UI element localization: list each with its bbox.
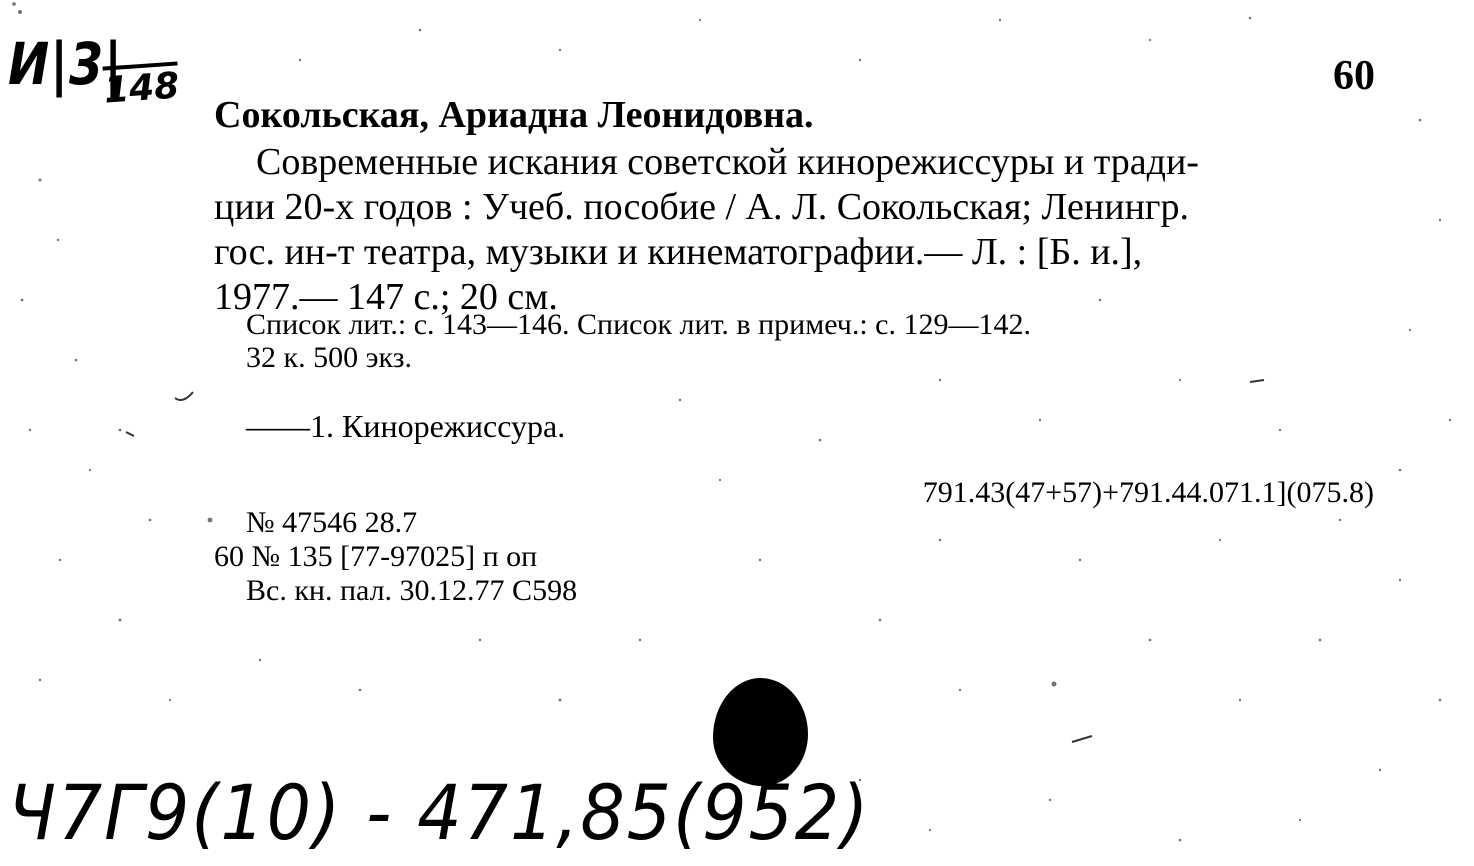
registration-line: № 47546 28.7	[246, 506, 418, 539]
title-line: Современные искания советской кинорежиссуры и тради-	[256, 141, 1199, 183]
registration-line: 60 № 135 [77-97025] п оп	[214, 540, 538, 573]
author-heading: Сокольская, Ариадна Леонидовна.	[214, 94, 814, 136]
registration-line: Вс. кн. пал. 30.12.77 С598	[246, 574, 578, 607]
title-line: 1977.— 147 с.; 20 см.	[214, 276, 558, 318]
handwritten-shelfmark-number: 148	[103, 61, 181, 111]
title-line: гос. ин-т театра, музыки и кинематографии.— Л. : [Б. и.],	[214, 231, 1143, 273]
bibliographic-notes	[246, 308, 1031, 374]
note-line: 32 к. 500 экз.	[246, 341, 412, 374]
title-line: ции 20-х годов : Учеб. пособие / А. Л. Сокольская; Ленингр.	[214, 186, 1190, 228]
card-page-number: 60	[1333, 53, 1375, 99]
subject-heading: ——1. Кинорежиссура.	[246, 408, 566, 444]
title-description	[214, 140, 1374, 320]
handwritten-classification: Ч7Г9(10) - 471,85(952)	[8, 768, 871, 857]
handwritten-shelfmark: И|3|	[8, 30, 123, 98]
udc-classification: 791.43(47+57)+791.44.071.1](075.8)	[922, 476, 1374, 509]
registration-info	[214, 506, 577, 608]
note-line: Список лит.: с. 143—146. Список лит. в примеч.: с. 129—142.	[246, 308, 1031, 341]
